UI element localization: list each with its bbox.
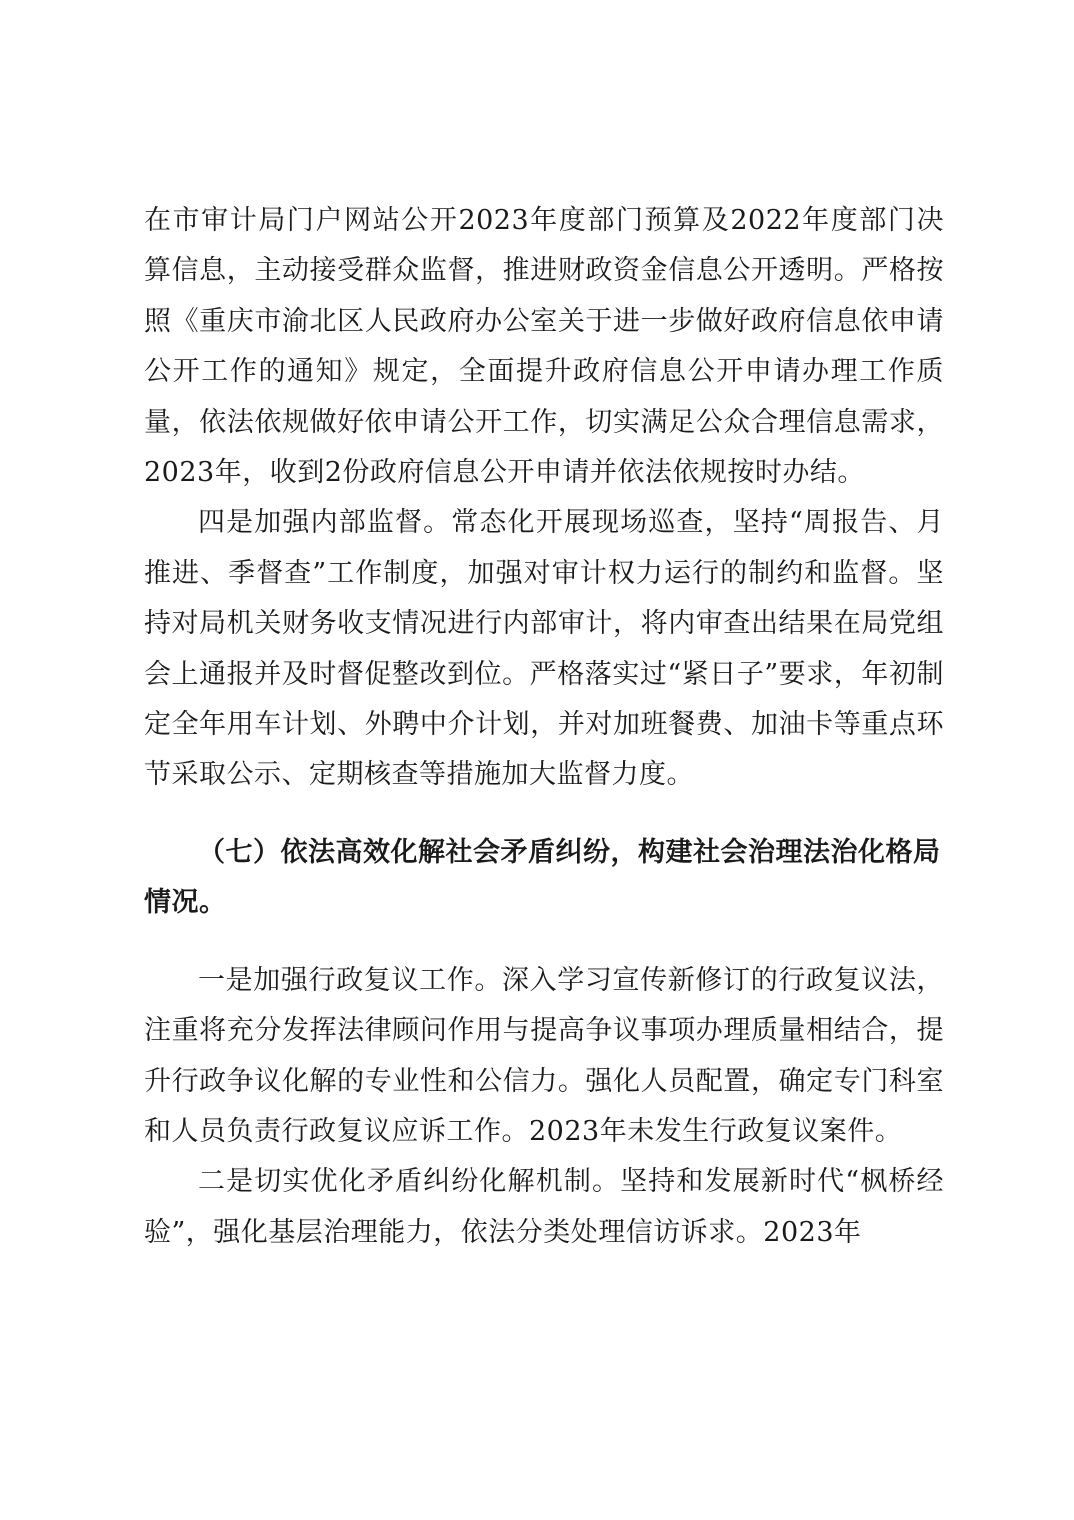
paragraph-internal-supervision: 四是加强内部监督。常态化开展现场巡查，坚持“周报告、月推进、季督查”工作制度，加强对审计权力运行的制约和监督。坚持对局机关财务收支情况进行内部审计，将内审查出结果在局党组会上通报并及时督促整改到位。严格落实过“紧日子”要求，年初制定全年用车计划、外聘中介计划，并对加班餐费、加油卡等重点环节采取公示、定期核查等措施加大监督力度。 xyxy=(144,507,944,791)
document-body xyxy=(144,196,944,1258)
paragraph-continuation: 在市审计局门户网站公开2023年度部门预算及2022年度部门决算信息，主动接受群众监督，推进财政资金信息公开透明。严格按照《重庆市渝北区人民政府办公室关于进一步做好政府信息依申请公开工作的通知》规定，全面提升政府信息公开申请办理工作质量，依法依规做好依申请公开工作，切实满足公众合理信息需求，2023年，收到2份政府信息公开申请并依法依规按时办结。 xyxy=(144,205,944,489)
paragraph-administrative-review: 一是加强行政复议工作。深入学习宣传新修订的行政复议法，注重将充分发挥法律顾问作用与提高争议事项办理质量相结合，提升行政争议化解的专业性和公信力。强化人员配置，确定专门科室和人员负责行政复议应诉工作。2023年未发生行政复议案件。 xyxy=(144,964,944,1147)
paragraph-dispute-resolution: 二是切实优化矛盾纠纷化解机制。坚持和发展新时代“枫桥经验”，强化基层治理能力，依法分类处理信访诉求。2023年 xyxy=(144,1166,944,1248)
section-heading-seven: （七）依法高效化解社会矛盾纠纷，构建社会治理法治化格局情况。 xyxy=(144,836,941,919)
